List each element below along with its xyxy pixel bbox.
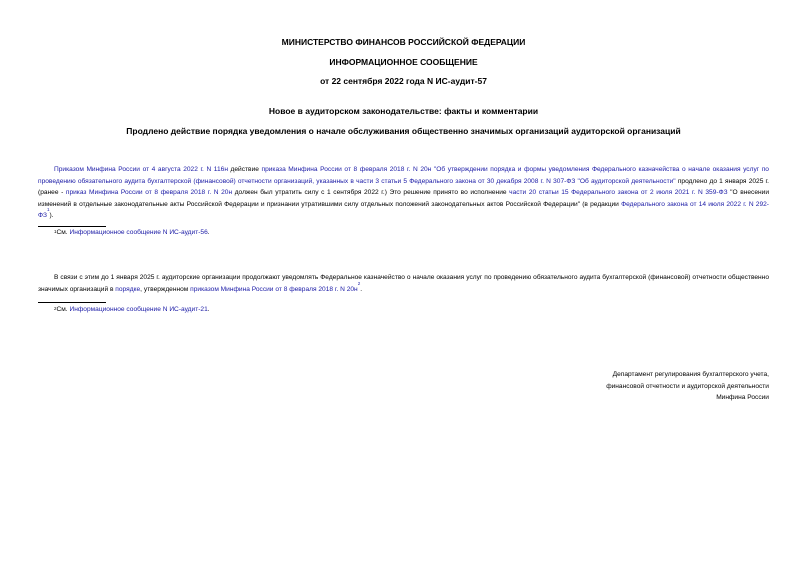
link-order-20n[interactable]: приказ Минфина России от 8 февраля 2018 г. N 20н: [65, 189, 233, 197]
text-segment: .: [360, 285, 363, 293]
link-order-20n-full[interactable]: приказа Минфина России от 8 февраля 2018 г. N 20н "Об утверждении порядка и формы уведомления Федерального казначейства о начале оказания услуг по проведению обязательного аудита бухгалтерской (финансовой) отчетности организаций, указанных в части 3 статьи 5 Федерального закона от 30 декабря 2008 г. N 307-ФЗ "Об аудиторской деятельности": [38, 166, 769, 185]
signature-line-3: Минфина России: [716, 394, 769, 402]
paragraph-1: [38, 164, 769, 222]
footnote-suffix: .: [207, 229, 210, 236]
signature-block: [519, 369, 769, 404]
document-subject: Продлено действие порядка уведомления о начале обслуживания общественно значимых организаций аудиторской организаций: [126, 126, 681, 136]
footnote-1: [54, 229, 210, 236]
footnote-prefix: См.: [56, 306, 70, 313]
section-title: Новое в аудиторском законодательстве: факты и комментарии: [268, 106, 539, 116]
text-segment: должен был утратить силу с 1 сентября 2022 г.) Это решение принято во исполнение: [232, 189, 510, 197]
link-law-359fz[interactable]: части 20 статьи 15 Федерального закона от 2 июля 2021 г. N 359-ФЗ: [509, 189, 728, 197]
footnote-divider: [38, 302, 106, 303]
document-type: ИНФОРМАЦИОННОЕ СООБЩЕНИЕ: [329, 57, 478, 67]
document-date-number: от 22 сентября 2022 года N ИС-аудит-57: [320, 76, 487, 86]
link-order-116n[interactable]: Приказом Минфина России от 4 августа 2022 г. N 116н: [54, 166, 228, 173]
footnote-ref-1[interactable]: 1: [47, 207, 50, 213]
signature-line-1: Департамент регулирования бухгалтерского учета,: [612, 371, 769, 378]
footnote-ref-2[interactable]: 2: [357, 280, 361, 286]
link-law-292fz[interactable]: Федерального закона от 14 июля 2022 г. N 292-ФЗ: [38, 200, 769, 220]
signature-line-2: финансовой отчетности и аудиторской деятельности: [606, 382, 769, 390]
text-segment: продлено до 1 января 2025 г. (ранее -: [38, 177, 769, 197]
text-segment: , утвержденном: [140, 285, 191, 293]
footnote-prefix: См.: [56, 229, 70, 236]
ministry-heading: МИНИСТЕРСТВО ФИНАНСОВ РОССИЙСКОЙ ФЕДЕРАЦИИ: [281, 37, 526, 47]
footnote-divider: [38, 226, 106, 227]
link-procedure[interactable]: порядке: [115, 285, 141, 293]
footnote-suffix: .: [207, 306, 210, 313]
text-segment: В связи с этим до 1 января 2025 г. аудиторские организации продолжают уведомлять Федеральное казначейство о начале оказания услуг по проведению обязательного аудита бухгалтерской (финансовой) отчетности общественно значимых организаций в: [38, 274, 769, 293]
footnote-mark: 2: [54, 306, 57, 311]
link-order-20n-2[interactable]: приказом Минфина России от 8 февраля 2018 г. N 20н: [190, 285, 358, 293]
footnote-2: [54, 306, 210, 313]
footnote-link[interactable]: Информационное сообщение N ИС-аудит-56: [69, 229, 208, 236]
paragraph-2: [38, 272, 769, 295]
text-segment: ).: [49, 212, 54, 220]
footnote-mark: 1: [54, 229, 57, 234]
text-segment: действие: [227, 166, 262, 173]
text-segment: "О внесении изменений в отдельные законодательные акты Российской Федерации и признании утратившими силу отдельных положений законодательных актов Российской Федерации" (в редакции: [38, 189, 770, 208]
footnote-link[interactable]: Информационное сообщение N ИС-аудит-21: [69, 306, 208, 313]
